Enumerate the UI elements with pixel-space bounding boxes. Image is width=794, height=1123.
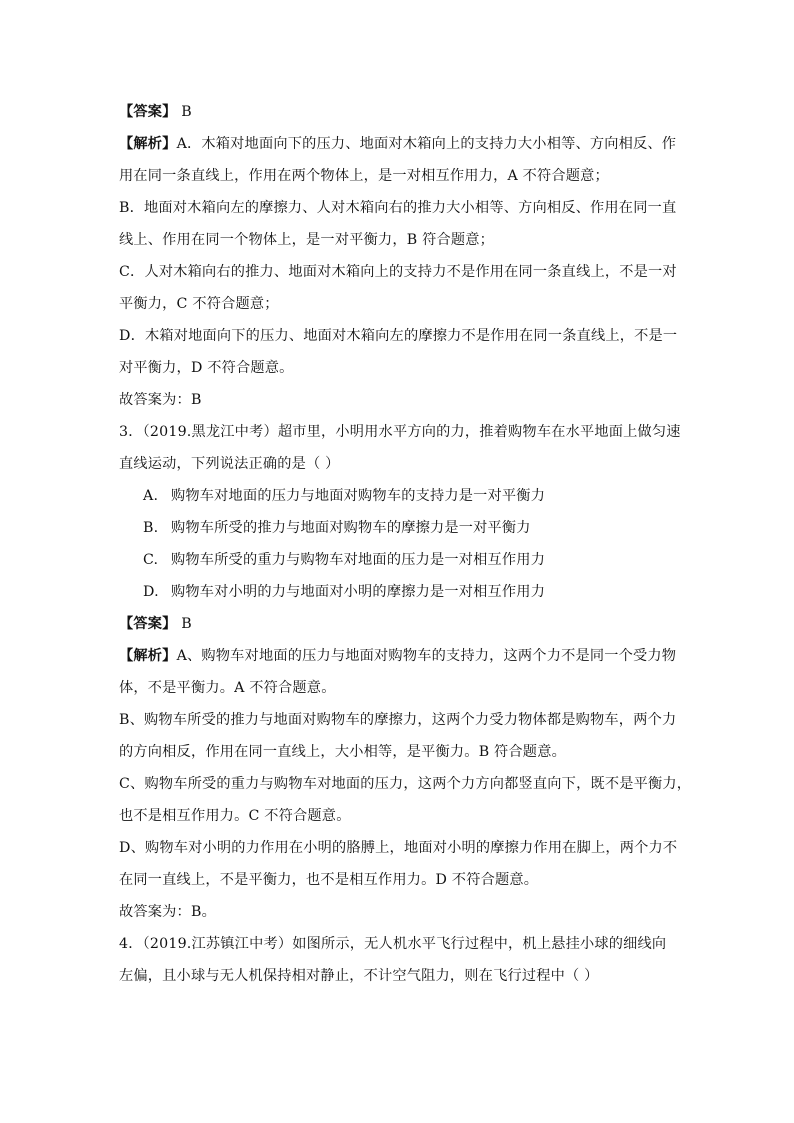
option-text: 购物车所受的推力与地面对购物车的摩擦力是一对平衡力 — [171, 520, 531, 536]
line-text: B．地面对木箱向左的摩擦力、人对木箱向右的推力大小相等、方向相反、作用在同一直 — [119, 200, 677, 216]
option-letter: B. — [143, 520, 159, 536]
line-text: 也不是相互作用力。C 不符合题意。 — [119, 808, 351, 824]
line-text: A、购物车对地面的压力与地面对购物车的支持力，这两个力不是同一个受力物 — [176, 648, 677, 664]
text-line — [119, 838, 677, 858]
text-line — [119, 774, 691, 794]
line-text: 对平衡力，D 不符合题意。 — [119, 360, 294, 376]
text-line — [119, 646, 676, 666]
line-text: A．木箱对地面向下的压力、地面对木箱向上的支持力大小相等、方向相反、作 — [176, 136, 677, 152]
line-text: B — [176, 616, 192, 632]
option-letter: D. — [143, 584, 159, 600]
line-text: 左偏，且小球与无人机保持相对静止，不计空气阻力，则在飞行过程中（ ） — [119, 968, 599, 984]
line-text: 平衡力，C 不符合题意； — [119, 296, 279, 312]
section-label: 【解析】 — [119, 136, 177, 152]
text-line — [119, 934, 666, 954]
text-line — [119, 678, 336, 698]
option-letter: A. — [143, 488, 159, 504]
text-line — [119, 870, 538, 890]
line-text: 的方向相反，作用在同一直线上，大小相等，是平衡力。B 符合题意。 — [119, 744, 566, 760]
line-text: B — [176, 104, 192, 120]
line-text: 直线运动，下列说法正确的是（ ） — [119, 456, 340, 472]
option-line — [143, 582, 545, 602]
text-line — [119, 134, 676, 154]
text-line — [119, 230, 494, 250]
option-line — [143, 550, 545, 570]
text-line — [119, 966, 599, 986]
option-line — [143, 518, 531, 538]
line-text: 线上、作用在同一个物体上，是一对平衡力，B 符合题意； — [119, 232, 495, 248]
line-text: B、购物车所受的推力与地面对购物车的摩擦力，这两个力受力物体都是购物车，两个力 — [119, 712, 677, 728]
section-label: 【答案】 — [119, 616, 177, 632]
section-label: 【解析】 — [119, 648, 177, 664]
line-text: 体，不是平衡力。A 不符合题意。 — [119, 680, 336, 696]
option-text: 购物车对小明的力与地面对小明的摩擦力是一对相互作用力 — [171, 584, 546, 600]
text-line — [119, 710, 676, 730]
text-line — [119, 742, 566, 762]
line-text: 在同一直线上，不是平衡力，也不是相互作用力。D 不符合题意。 — [119, 872, 539, 888]
text-line — [119, 326, 677, 346]
option-letter: C. — [143, 552, 159, 568]
text-line — [119, 358, 294, 378]
line-text: 故答案为：B。 — [119, 904, 216, 920]
line-text: D．木箱对地面向下的压力、地面对木箱向左的摩擦力不是作用在同一条直线上，不是一 — [119, 328, 678, 344]
option-line — [143, 486, 545, 506]
section-label: 【答案】 — [119, 104, 177, 120]
text-line — [119, 390, 202, 410]
text-line — [119, 294, 279, 314]
text-line — [119, 198, 676, 218]
text-line — [119, 262, 677, 282]
line-text: C．人对木箱向右的推力、地面对木箱向上的支持力不是作用在同一条直线上，不是一对 — [119, 264, 677, 280]
text-line — [119, 806, 351, 826]
text-line — [119, 166, 609, 186]
text-line — [119, 102, 192, 122]
line-text: 3．（2019.黑龙江中考）超市里，小明用水平方向的力，推着购物车在水平地面上做匀速 — [119, 424, 681, 440]
line-text: 4．（2019.江苏镇江中考）如图所示，无人机水平飞行过程中，机上悬挂小球的细线向 — [119, 936, 667, 952]
option-text: 购物车所受的重力与购物车对地面的压力是一对相互作用力 — [171, 552, 546, 568]
text-line — [119, 422, 681, 442]
text-line — [119, 614, 192, 634]
line-text: C、购物车所受的重力与购物车对地面的压力，这两个力方向都竖直向下，既不是平衡力， — [119, 776, 692, 792]
line-text: D、购物车对小明的力作用在小明的胳膊上，地面对小明的摩擦力作用在脚上，两个力不 — [119, 840, 678, 856]
line-text: 故答案为：B — [119, 392, 202, 408]
text-line — [119, 454, 340, 474]
line-text: 用在同一条直线上，作用在两个物体上，是一对相互作用力，A 不符合题意； — [119, 168, 609, 184]
option-text: 购物车对地面的压力与地面对购物车的支持力是一对平衡力 — [171, 488, 546, 504]
text-line — [119, 902, 216, 922]
